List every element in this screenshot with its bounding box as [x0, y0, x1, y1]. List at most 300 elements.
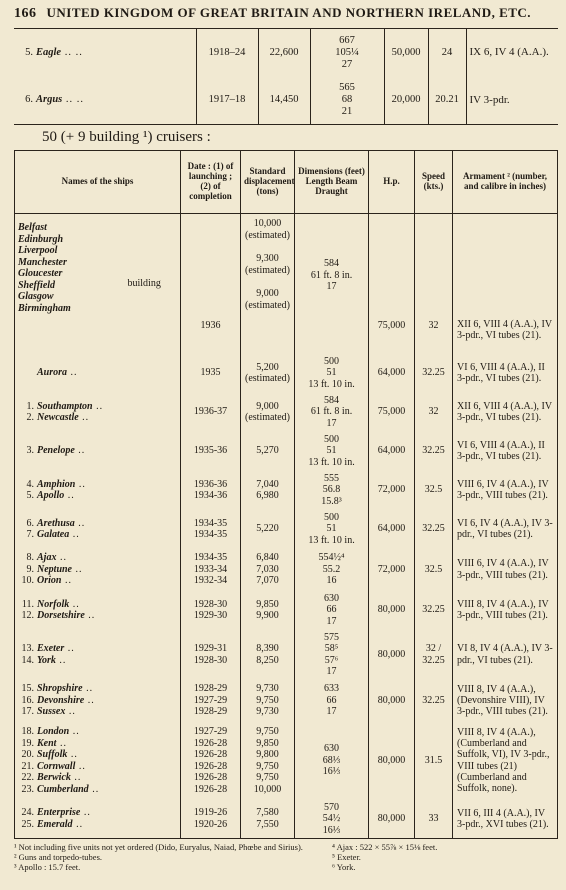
- hp-cell: 80,000: [369, 800, 415, 839]
- displacement-value: 6,840: [256, 552, 279, 564]
- displacement-cell: [241, 680, 295, 722]
- date-value: 1934-35: [193, 529, 228, 540]
- dimension-value: 57⁶: [324, 654, 339, 666]
- ship-name: Dorsetshire: [37, 610, 85, 621]
- ship-name: Glasgow: [18, 291, 54, 302]
- hp-cell: 75,000: [369, 214, 415, 354]
- cruisers-table: [14, 150, 558, 839]
- ship-name: Arethusa: [37, 517, 75, 529]
- col-speed: Speed (kts.): [415, 151, 453, 214]
- leader-dots: ..: [67, 749, 78, 760]
- dimensions-cell: [310, 77, 384, 125]
- date-cell: [181, 510, 241, 549]
- hp-cell: 50,000: [384, 29, 428, 77]
- displacement-value: 9,750: [256, 760, 279, 772]
- hp-cell: 72,000: [369, 549, 415, 591]
- ship-number: 10.: [21, 575, 34, 587]
- building-names-cell: [15, 214, 125, 354]
- ship-name: Sheffield: [18, 279, 56, 291]
- ship-group-row: [15, 432, 558, 471]
- hp-cell: 80,000: [369, 591, 415, 630]
- ship-name: London: [37, 726, 70, 737]
- dimension-value: 13 ft. 10 in.: [308, 534, 355, 546]
- ship-name: Southampton: [37, 400, 93, 412]
- building-row: [15, 214, 558, 354]
- date-value: 1926-28: [193, 749, 228, 760]
- armament-cell: VI 6, VIII 4 (A.A.), II 3-pdr., VI tubes (21).: [453, 432, 558, 471]
- leader-dots: .. ..: [62, 94, 85, 106]
- dimension-value: 54½: [322, 813, 341, 824]
- date-cell: [181, 591, 241, 630]
- dimension-value: 13 ft. 10 in.: [308, 456, 355, 468]
- displacement-cell: [241, 800, 295, 839]
- hp-cell: 64,000: [369, 510, 415, 549]
- ship-number: 2.: [26, 412, 34, 423]
- date-value: 1936-37: [193, 406, 228, 418]
- ship-number: 14.: [21, 654, 34, 666]
- armament-cell: XII 6, VIII 4 (A.A.), IV 3-pdr., VI tubes (21).: [453, 393, 558, 432]
- date-cell: 1917–18: [196, 77, 258, 125]
- leader-dots: ..: [72, 818, 84, 830]
- displacement-value: 8,390: [256, 643, 279, 654]
- date-value: 1928-29: [193, 706, 228, 718]
- dimension-value: 554½⁴: [318, 552, 345, 564]
- ship-name: Sussex: [37, 706, 66, 718]
- ship-name: Manchester: [18, 256, 67, 268]
- date-cell: [181, 630, 241, 680]
- dimension-value: 500: [324, 355, 340, 367]
- ship-name: Devonshire: [37, 694, 85, 706]
- displacement-value: 9,000 (estimated): [245, 400, 290, 423]
- displacement-value: 9,900: [256, 610, 279, 621]
- list-item: [18, 479, 177, 491]
- armament-cell: VIII 6, IV 4 (A.A.), IV 3-pdr., VIII tubes (21).: [453, 549, 558, 591]
- displacement-cell: [241, 591, 295, 630]
- carrier-row: [14, 77, 558, 125]
- dimension-value: 61 ft. 8 in.: [310, 406, 353, 418]
- displacement-value: 7,580: [256, 807, 279, 819]
- running-header: [14, 6, 558, 26]
- col-armament: Armament ² (number, and calibre in inches): [453, 151, 558, 214]
- building-label: building: [127, 278, 161, 289]
- date-value: 1936-36: [193, 478, 228, 490]
- armament-cell: IV 3-pdr.: [466, 77, 558, 125]
- date-value: 1926-28: [193, 783, 228, 795]
- ship-number: 22.: [21, 772, 34, 783]
- displacement-value: 9,730: [256, 706, 279, 718]
- hp-cell: 20,000: [384, 77, 428, 125]
- date-cell: 1936: [181, 214, 241, 354]
- speed-cell: 31.5: [415, 722, 453, 800]
- date-cell: 1918–24: [196, 29, 258, 77]
- ship-number: 9.: [26, 563, 34, 575]
- dimensions-cell: [295, 393, 369, 432]
- dimensions-cell: [295, 591, 369, 630]
- date-value: 1927-29: [193, 694, 228, 706]
- dimensions-cell: [295, 722, 369, 800]
- dimension-value: 565: [339, 82, 355, 94]
- hp-cell: 64,000: [369, 354, 415, 393]
- ship-name: Norfolk: [37, 598, 70, 610]
- ship-number: 13.: [21, 643, 34, 654]
- leader-dots: ..: [56, 737, 67, 749]
- footnote: ³ Apollo : 15.7 feet.: [14, 862, 81, 873]
- date-value: 1935: [200, 367, 221, 379]
- displacement-cell: [241, 722, 295, 800]
- dimension-value: 66: [326, 604, 337, 616]
- ship-name: Apollo: [37, 490, 65, 501]
- list-item: [18, 643, 177, 655]
- list-item: [18, 761, 177, 773]
- date-value: 1934-36: [193, 490, 228, 501]
- dimension-value: 500: [324, 433, 340, 445]
- list-item: [18, 401, 177, 413]
- col-displacement: Standard displacement (tons): [241, 151, 295, 214]
- dimension-value: 584: [324, 394, 340, 406]
- ship-name: Enterprise: [37, 807, 81, 819]
- ship-name: Belfast: [18, 222, 47, 233]
- leader-dots: ..: [78, 412, 90, 423]
- displacement-value: 9,730: [256, 683, 279, 695]
- dimension-value: 17: [326, 281, 337, 292]
- ship-name: Exeter: [37, 643, 65, 654]
- footnote: ¹ Not including five units not yet ordered (Dido, Euryalus, Naiad, Phœbe and Sirius).: [14, 842, 303, 852]
- armament-cell: VIII 8, IV 4 (A.A.), IV 3-pdr., VIII tubes (21).: [453, 591, 558, 630]
- dimension-value: 105¼: [335, 46, 359, 58]
- dimension-value: 58⁵: [324, 643, 339, 654]
- displacement-value: 7,550: [256, 818, 279, 830]
- dimension-value: 667: [339, 34, 355, 46]
- speed-cell: 32.25: [415, 432, 453, 471]
- footnotes-right: [314, 842, 437, 873]
- dimension-value: 68: [341, 94, 353, 106]
- ship-group-row: [15, 549, 558, 591]
- leader-dots: ..: [64, 643, 75, 654]
- list-item: [18, 599, 177, 611]
- ship-name: Suffolk: [37, 749, 68, 760]
- list-item: [18, 726, 177, 738]
- col-names: Names of the ships: [15, 151, 181, 214]
- date-value: 1934-35: [193, 552, 228, 564]
- ship-name: Berwick: [37, 772, 71, 783]
- ship-group-row: [15, 722, 558, 800]
- speed-cell: 32.25: [415, 591, 453, 630]
- ship-names-cell: [15, 393, 181, 432]
- ship-name: Liverpool: [18, 245, 58, 256]
- list-item: [18, 552, 177, 564]
- dimension-value: 575: [324, 631, 340, 643]
- date-value: 1934-35: [193, 517, 228, 529]
- displacement-value: 9,750: [256, 772, 279, 783]
- ship-number: 12.: [21, 610, 34, 621]
- dimension-value: 17: [326, 417, 337, 429]
- displacement-cell: [241, 432, 295, 471]
- speed-cell: 32.25: [415, 354, 453, 393]
- ship-group-row: [15, 800, 558, 839]
- col-date: Date : (1) of launching ; (2) of completion: [181, 151, 241, 214]
- displacement-cell: [241, 471, 295, 510]
- speed-cell: 24: [428, 29, 466, 77]
- dimension-value: 51: [326, 367, 337, 379]
- leader-dots: ..: [75, 760, 86, 772]
- dimensions-cell: [310, 29, 384, 77]
- displacement-cell: 22,600: [258, 29, 310, 77]
- leader-dots: ..: [88, 783, 100, 795]
- speed-cell: 32.5: [415, 549, 453, 591]
- speed-cell: 32 / 32.25: [415, 630, 453, 680]
- displacement-cell: [241, 549, 295, 591]
- ship-number: 4.: [26, 478, 34, 490]
- ship-name: Amphion: [37, 478, 76, 490]
- displacement-value: 5,270: [256, 445, 279, 457]
- displacement-value: 9,800: [256, 749, 279, 760]
- ship-number: 7.: [26, 529, 34, 540]
- ship-names-cell: [15, 432, 181, 471]
- ship-names-cell: [15, 510, 181, 549]
- ship-name: Galatea: [37, 529, 70, 540]
- ship-name: Edinburgh: [18, 233, 64, 245]
- dimension-value: 68⅓: [322, 754, 341, 766]
- hp-cell: 75,000: [369, 393, 415, 432]
- leader-dots: ..: [61, 575, 72, 587]
- armament-cell: VI 8, IV 4 (A.A.), IV 3-pdr., VI tubes (21).: [453, 630, 558, 680]
- ship-number: 18.: [21, 726, 34, 737]
- dimension-value: 633: [324, 683, 340, 695]
- hp-cell: 64,000: [369, 432, 415, 471]
- ship-name-cell: [14, 77, 196, 125]
- carrier-row: [14, 29, 558, 77]
- speed-cell: 32: [415, 214, 453, 354]
- displacement-value: 7,040: [256, 478, 279, 490]
- dimensions-cell: [295, 680, 369, 722]
- ship-name: York: [37, 654, 56, 666]
- leader-dots: ..: [80, 807, 91, 819]
- page-number: 166: [14, 6, 37, 21]
- dimension-value: 500: [324, 511, 340, 523]
- hp-cell: 72,000: [369, 471, 415, 510]
- leader-dots: ..: [72, 563, 83, 575]
- col-hp: H.p.: [369, 151, 415, 214]
- ship-names-cell: [15, 800, 181, 839]
- dimensions-cell: [295, 549, 369, 591]
- ship-number: 1.: [26, 400, 34, 412]
- list-item: [18, 412, 177, 424]
- date-value: 1926-28: [193, 760, 228, 772]
- footnote: ⁴ Ajax : 522 × 55⅞ × 15⅛ feet.: [332, 842, 438, 852]
- dimensions-cell: [295, 471, 369, 510]
- displacement-cell: [241, 630, 295, 680]
- dimension-value: 13 ft. 10 in.: [308, 378, 355, 390]
- leader-dots: ..: [70, 772, 82, 783]
- list-item: [18, 819, 177, 831]
- dimensions-cell: [295, 630, 369, 680]
- dimension-value: 55.2: [322, 563, 341, 575]
- displacement-value: 7,030: [256, 563, 279, 575]
- ship-number: 21.: [21, 760, 34, 772]
- ship-names-cell: [15, 591, 181, 630]
- armament-cell: VI 6, VIII 4 (A.A.), II 3-pdr., VI tubes (21).: [453, 354, 558, 393]
- armament-cell: VII 6, III 4 (A.A.), IV 3-pdr., XVI tubes (21).: [453, 800, 558, 839]
- date-cell: [181, 722, 241, 800]
- list-item: [18, 564, 177, 576]
- header-row: [15, 151, 558, 214]
- ship-group-row: [15, 510, 558, 549]
- ship-number: 6.: [25, 94, 33, 106]
- date-value: 1926-28: [193, 737, 228, 749]
- dimension-value: 27: [341, 58, 353, 70]
- ship-number: 11.: [21, 598, 34, 610]
- date-cell: [181, 393, 241, 432]
- displacement-value: 9,000 (estimated): [245, 288, 290, 311]
- ship-names-cell: [15, 722, 181, 800]
- leader-dots: ..: [69, 598, 80, 610]
- footnote: ² Guns and torpedo-tubes.: [14, 852, 103, 863]
- date-value: 1929-31: [193, 643, 228, 654]
- dimensions-cell: [295, 214, 369, 354]
- dimension-value: 630: [324, 592, 340, 604]
- dimension-value: 51: [326, 445, 337, 457]
- speed-cell: 32: [415, 393, 453, 432]
- dimensions-cell: [295, 510, 369, 549]
- displacement-value: 9,300 (estimated): [245, 253, 290, 276]
- dimensions-cell: [295, 432, 369, 471]
- list-item: [18, 655, 177, 667]
- date-value: 1927-29: [193, 726, 228, 737]
- dimension-value: 630: [324, 743, 340, 755]
- ship-group-row: [15, 471, 558, 510]
- leader-dots: ..: [82, 683, 94, 695]
- ship-number: 17.: [21, 706, 34, 718]
- displacement-value: 10,000: [253, 783, 282, 795]
- leader-dots: ..: [64, 490, 75, 501]
- ship-number: 23.: [21, 783, 34, 795]
- ship-name: Cumberland: [37, 783, 89, 795]
- list-item: [18, 695, 177, 707]
- armament-cell: VI 6, IV 4 (A.A.), IV 3-pdr., VI tubes (21).: [453, 510, 558, 549]
- ship-name: Ajax: [37, 552, 57, 564]
- displacement-value: 6,980: [256, 490, 279, 501]
- dimension-value: 51: [326, 523, 337, 535]
- date-value: 1928-29: [193, 683, 228, 695]
- list-item: [18, 610, 177, 622]
- page-title: UNITED KINGDOM OF GREAT BRITAIN AND NORTHERN IRELAND, ETC.: [46, 5, 532, 20]
- date-value: 1919-26: [193, 807, 228, 819]
- dimension-value: 16⅓: [322, 766, 341, 778]
- list-item: [18, 807, 177, 819]
- ship-number: 25.: [21, 818, 34, 830]
- speed-cell: 20.21: [428, 77, 466, 125]
- armament-cell: XII 6, VIII 4 (A.A.), IV 3-pdr., VI tubes (21).: [453, 214, 558, 354]
- displacement-value: 5,200 (estimated): [245, 361, 290, 384]
- displacement-cell: [241, 510, 295, 549]
- ship-name: Kent: [37, 737, 57, 749]
- ship-name: Argus: [36, 94, 63, 106]
- list-item: [18, 683, 177, 695]
- dimension-value: 555: [324, 472, 340, 484]
- ship-group-row: [15, 591, 558, 630]
- col-dimensions: Dimensions (feet) Length Beam Draught: [295, 151, 369, 214]
- armament-cell: IX 6, IV 4 (A.A.).: [466, 29, 558, 77]
- ship-number: 5.: [25, 46, 33, 58]
- list-item: [18, 772, 177, 784]
- ship-number: 15.: [21, 683, 34, 695]
- date-value: 1935-36: [193, 445, 228, 457]
- leader-dots: ..: [65, 706, 76, 718]
- leader-dots: .. ..: [61, 46, 83, 58]
- dimension-value: 570: [324, 801, 340, 813]
- section-title: 50 (+ 9 building ¹) cruisers :: [42, 129, 211, 145]
- ship-names-cell: [15, 354, 181, 393]
- leader-dots: ..: [69, 726, 80, 737]
- leader-dots: ..: [84, 694, 95, 706]
- leader-dots: ..: [69, 529, 80, 540]
- displacement-value: 10,000 (estimated): [245, 218, 290, 241]
- dimension-value: 584: [324, 258, 340, 269]
- list-item: [18, 575, 177, 587]
- ship-number: 8.: [26, 552, 34, 564]
- list-item: [18, 490, 177, 502]
- dimension-value: 21: [341, 106, 353, 118]
- dimension-value: 16⅓: [322, 824, 341, 836]
- displacement-cell: 14,450: [258, 77, 310, 125]
- list-item: [18, 529, 177, 541]
- list-item: [18, 445, 177, 457]
- armament-cell: VIII 8, IV 4 (A.A.), (Cumberland and Suffolk, VI), IV 3-pdr., VIII tubes (21) (Cumberland and Suffolk, none).: [453, 722, 558, 800]
- ship-name: Penelope: [37, 445, 75, 457]
- ship-number: 3.: [26, 445, 34, 457]
- leader-dots: ..: [74, 517, 86, 529]
- ship-group-row: [15, 630, 558, 680]
- ship-number: 19.: [21, 737, 34, 749]
- displacement-cell: [241, 214, 295, 354]
- dimensions-cell: [295, 800, 369, 839]
- displacement-value: 8,250: [256, 654, 279, 666]
- date-cell: [181, 800, 241, 839]
- displacement-value: 9,750: [256, 726, 279, 737]
- ship-number: 6.: [26, 517, 34, 529]
- ship-name-cell: [14, 29, 196, 77]
- date-value: 1929-30: [193, 610, 228, 621]
- ship-name: Emerald: [37, 818, 73, 830]
- date-cell: [181, 471, 241, 510]
- list-item: [18, 706, 177, 718]
- ship-group-row: [15, 393, 558, 432]
- ship-name: Gloucester: [18, 268, 63, 279]
- date-value: 1920-26: [193, 818, 228, 830]
- displacement-value: 9,850: [256, 737, 279, 749]
- dimension-value: 15.8³: [321, 495, 342, 507]
- date-cell: [181, 549, 241, 591]
- dimensions-cell: [295, 354, 369, 393]
- ship-name: Eagle: [36, 46, 62, 58]
- hp-cell: 80,000: [369, 630, 415, 680]
- list-item: [18, 738, 177, 750]
- displacement-cell: [241, 354, 295, 393]
- ship-names-cell: [15, 680, 181, 722]
- footnote: ⁶ York.: [332, 862, 356, 873]
- list-item: [18, 784, 177, 796]
- leader-dots: ..: [67, 367, 78, 379]
- list-item: [18, 749, 177, 761]
- date-cell: [181, 680, 241, 722]
- ship-name: Aurora: [37, 367, 68, 379]
- displacement-cell: [241, 393, 295, 432]
- speed-cell: 32.25: [415, 510, 453, 549]
- dimension-value: 17: [326, 706, 337, 718]
- displacement-value: 9,750: [256, 694, 279, 706]
- date-value: 1928-30: [193, 598, 228, 610]
- date-value: 1932-34: [193, 575, 228, 587]
